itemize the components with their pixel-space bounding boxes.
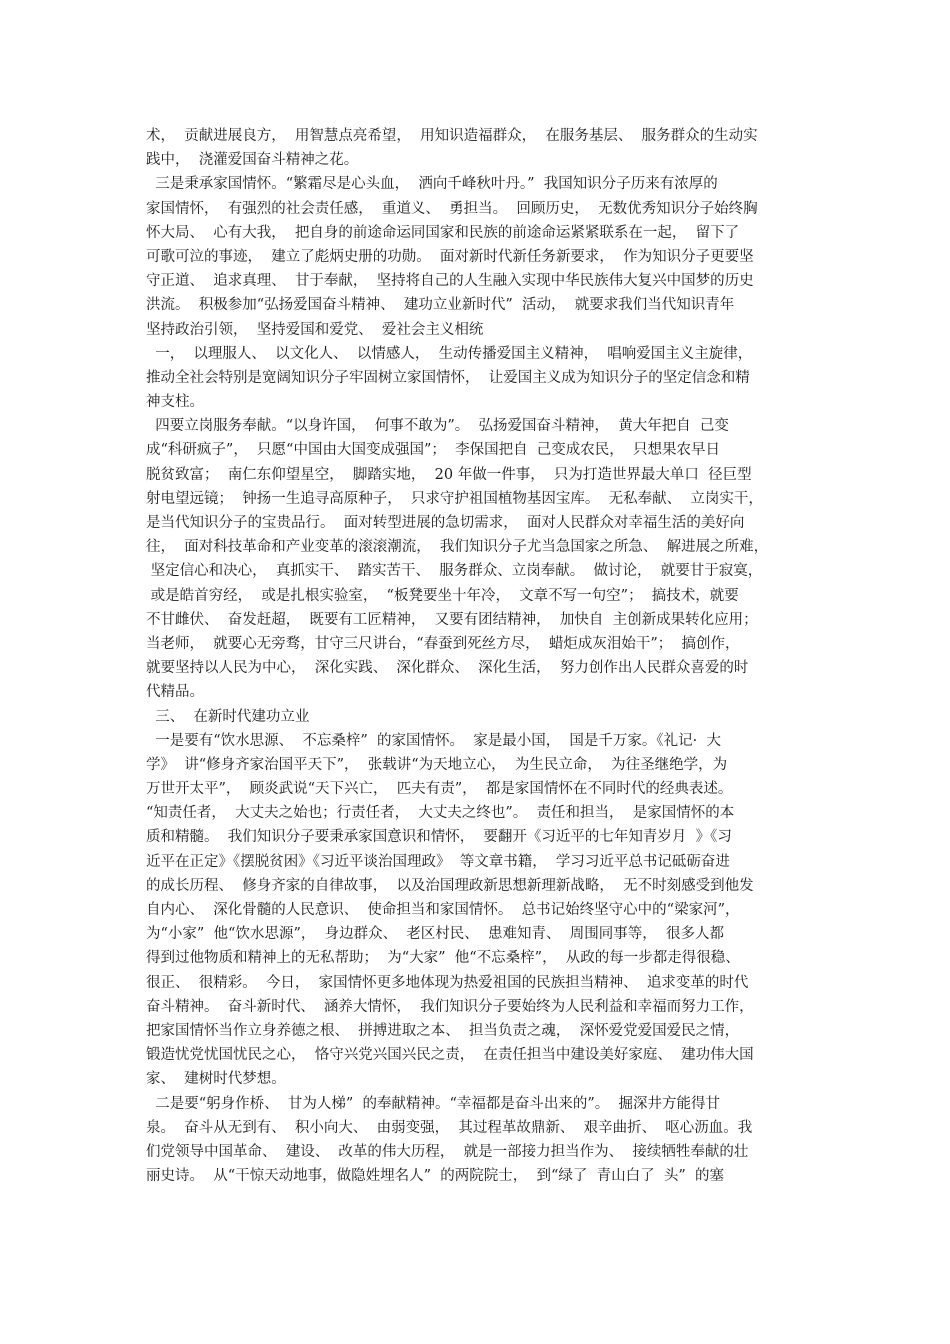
document-body	[146, 124, 846, 1188]
text-line: 不甘雌伏、 奋发赶超， 既要有工匠精神， 又要有团结精神， 加快自 主创新成果转化应用；	[146, 611, 758, 628]
text-line: 四要立岗服务奉献。“以身许国， 何事不敢为”。 弘扬爱国奋斗精神， 黄大年把自 己变	[146, 418, 729, 435]
text-line: 奋斗精神。 奋斗新时代、 涵养大情怀， 我们知识分子要始终为人民利益和幸福而努力工作，	[146, 998, 754, 1015]
text-line: 锻造忧党忧国忧民之心， 恪守兴党兴国兴民之责， 在责任担当中建设美好家庭、 建功伟大国	[146, 1047, 754, 1064]
text-line: 得到过他物质和精神上的无私帮助； 为“大家” 他“不忘桑梓”， 从政的每一步都走得很稳、	[146, 950, 740, 967]
text-line: 洪流。 积极参加“弘扬爱国奋斗精神、 建功立业新时代” 活动， 就要求我们当代知识青年	[146, 297, 735, 314]
text-line: 家、 建树时代梦想。	[146, 1071, 286, 1088]
text-line: 家国情怀， 有强烈的社会责任感， 重道义、 勇担当。 回顾历史， 无数优秀知识分子始终胸	[146, 200, 758, 217]
text-line: 丽史诗。 从“干惊天动地事，做隐姓埋名人” 的两院院士， 到“绿了 青山白了 头” 的塞	[146, 1168, 724, 1185]
text-line: 践中， 浇灌爱国奋斗精神之花。	[146, 152, 359, 169]
text-line: 二是要“躬身作桥、 甘为人梯” 的奉献精神。“幸福都是奋斗出来的”。 掘深井方能得甘	[146, 1095, 721, 1112]
text-line: 坚定信心和决心， 真抓实干、 踏实苦干、 服务群众、立岗奉献。 做讨论， 就要甘于寂寞，	[146, 563, 763, 580]
text-line: 可歌可泣的事迹， 建立了彪炳史册的功勋。 面对新时代新任务新要求， 作为知识分子更要坚	[146, 248, 754, 265]
text-line: 当老师， 就要心无旁骛，甘守三尺讲台，“春蚕到死丝方尽， 蜡炬成灰泪始干”； 搞创作，	[146, 635, 740, 652]
text-line: 术， 贡献进展良方， 用智慧点亮希望， 用知识造福群众， 在服务基层、 服务群众的生动实	[146, 128, 758, 144]
text-line: 万世开太平”， 顾炎武说“天下兴亡， 匹夫有责”， 都是家国情怀在不同时代的经典表述。	[146, 781, 733, 798]
text-line: 为“小家” 他“饮水思源”， 身边群众、 老区村民、 患难知青、 周围同事等， 很多人都	[146, 926, 724, 943]
text-line: 是当代知识分子的宝贵品行。 面对转型进展的急切需求， 面对人民群众对幸福生活的美好向	[146, 515, 745, 531]
text-line: 代精品。	[146, 684, 204, 701]
text-line: 很正、 很精彩。 今日， 家国情怀更多地体现为热爱祖国的民族担当精神、 追求变革的时代	[146, 974, 749, 991]
text-line: 怀大局、 心有大我， 把自身的前途命运同国家和民族的前途命运紧紧联系在一起， 留下了	[146, 224, 740, 241]
text-line: 三是秉承家国情怀。“繁霜尽是心头血， 洒向千峰秋叶丹。” 我国知识分子历来有浓厚的	[146, 176, 718, 193]
text-line: 守正道、 追求真理、 甘于奉献， 坚持将自己的人生融入实现中华民族伟大复兴中国梦的历史	[146, 273, 754, 290]
section-heading: 三、 在新时代建功立业	[146, 708, 310, 725]
text-line: 神支柱。	[146, 394, 204, 411]
text-line: 把家国情怀当作立身养德之根、 拼搏进取之本、 担当负责之魂， 深怀爱党爱国爱民之情，	[146, 1022, 740, 1039]
text-line: 自内心、 深化骨髓的人民意识、 使命担当和家国情怀。 总书记始终坚守心中的“梁家河”，	[146, 902, 740, 918]
text-line: 成“科研疯子”， 只愿“中国由大国变成强国”； 李保国把自 己变成农民， 只想果农早日	[146, 442, 721, 459]
text-line: 学》 讲“修身齐家治国平天下”， 张载讲“为天地立心， 为生民立命， 为往圣继绝学，为	[146, 756, 728, 773]
text-line: 的成长历程、 修身齐家的自律故事， 以及治国理政新思想新理新战略， 无不时刻感受到他发	[146, 877, 754, 894]
text-line: 坚持政治引领， 坚持爱国和爱党、 爱社会主义相统	[146, 321, 484, 338]
text-line: 泉。 奋斗从无到有、 积小向大、 由弱变强， 其过程革故鼎新、 艰辛曲折、 呕心沥血。我	[146, 1119, 753, 1136]
text-line: 往， 面对科技革命和产业变革的滚滚潮流， 我们知识分子尤当急国家之所急、 解进展之所难，	[146, 539, 769, 556]
text-line: 射电望远镜； 钟扬一生追寻高原种子， 只求守护祖国植物基因宝库。 无私奉献、 立岗实干，	[146, 490, 763, 507]
text-line: 们党领导中国革命、 建设、 改革的伟大历程， 就是一部接力担当作为、 接续牺牲奉献的壮	[146, 1143, 749, 1160]
text-line: 脱贫致富； 南仁东仰望星空， 脚踏实地， 20 年做一件事， 只为打造世界最大单口 径巨型	[146, 466, 752, 483]
text-line: 或是皓首穷经， 或是扎根实验室， “板凳要坐十年冷， 文章不写一句空”； 搞技术，就要	[146, 587, 739, 604]
text-line: “知责任者， 大丈夫之始也；行责任者， 大丈夫之终也”。 责任和担当， 是家国情怀的本	[146, 805, 735, 822]
text-line: 推动全社会特别是宽阔知识分子牢固树立家国情怀， 让爱国主义成为知识分子的坚定信念和精	[146, 369, 750, 386]
text-line: 一是要有“饮水思源、 不忘桑梓” 的家国情怀。 家是最小国， 国是千万家。《礼记· 大	[146, 732, 721, 749]
text-line: 一， 以理服人、 以文化人、 以情感人， 生动传播爱国主义精神， 唱响爱国主义主旋律，	[146, 345, 753, 362]
text-line: 近平在正定》《摆脱贫困》《习近平谈治国理政》 等文章书籍， 学习习近平总书记砥砺奋进	[146, 853, 730, 870]
text-line: 质和精髓。 我们知识分子要秉承家国意识和情怀， 要翻开《习近平的七年知青岁月 》《习	[146, 829, 732, 846]
text-line: 就要坚持以人民为中心， 深化实践、 深化群众、 深化生活， 努力创作出人民群众喜爱的时	[146, 660, 749, 677]
